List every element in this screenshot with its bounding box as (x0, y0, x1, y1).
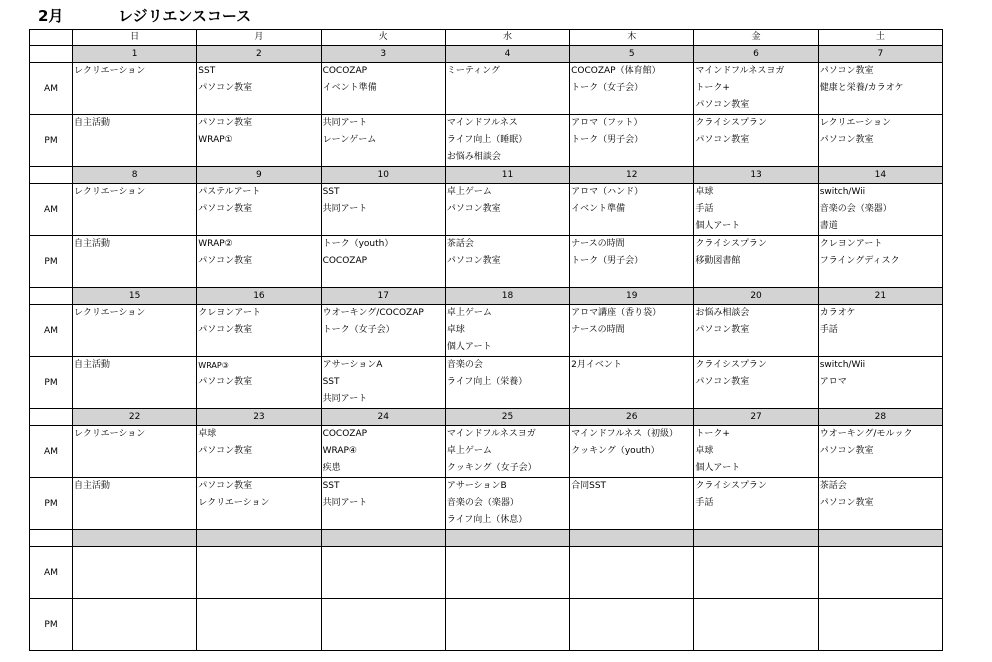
event-entry: 疾患 (322, 463, 341, 473)
event-entry: 自主活動 (74, 360, 111, 370)
event-entry: 健康と栄養/カラオケ (819, 83, 904, 93)
event-entry: パソコン教室 (198, 204, 253, 214)
pm-row (30, 115, 943, 167)
date-cell: 14 (818, 167, 942, 184)
schedule-cell (818, 63, 942, 115)
date-cell: 21 (818, 288, 942, 305)
event-entry: レクリエーション (74, 187, 146, 197)
event-entry: 手話 (819, 325, 838, 335)
schedule-cell (818, 184, 942, 236)
date-row-spacer (30, 409, 73, 426)
event-entry: 共同アート (322, 118, 368, 128)
pm-row (30, 478, 943, 530)
event-entry: 共同アート (322, 498, 368, 508)
event-entry: COCOZAP (322, 66, 368, 76)
schedule-cell (73, 357, 197, 409)
date-cell: 4 (445, 46, 569, 63)
am-label: AM (30, 547, 73, 599)
schedule-cell (321, 357, 445, 409)
date-cell (73, 530, 197, 547)
event-entry: 茶話会 (446, 239, 474, 249)
schedule-cell (197, 478, 321, 530)
date-cell: 1 (73, 46, 197, 63)
event-entry: イベント準備 (322, 83, 377, 93)
date-row-spacer (30, 167, 73, 184)
schedule-table (29, 29, 943, 651)
event-entry: パソコン教室 (446, 256, 501, 266)
am-row (30, 63, 943, 115)
schedule-cell (445, 115, 569, 167)
event-entry: パソコン教室 (819, 66, 874, 76)
event-entry: マインドフルネスヨガ (695, 66, 785, 76)
event-entry: アサーションA (322, 360, 383, 370)
date-cell: 13 (694, 167, 818, 184)
schedule-cell (197, 184, 321, 236)
event-entry: クライシスプラン (695, 481, 767, 491)
event-entry: SST (322, 481, 340, 491)
event-entry: 卓上ゲーム (446, 308, 492, 318)
event-entry: アロマ講座（香り袋） (571, 308, 662, 318)
schedule-cell (818, 357, 942, 409)
date-cell (197, 530, 321, 547)
event-entry: イベント準備 (571, 204, 626, 214)
event-entry: WRAP③ (198, 361, 229, 370)
event-entry: クレヨンアート (198, 308, 262, 318)
event-entry: カラオケ (819, 308, 856, 318)
event-entry: 共同アート (322, 204, 368, 214)
schedule-cell (445, 426, 569, 478)
schedule-cell (694, 357, 818, 409)
event-entry: 個人アート (695, 221, 741, 231)
schedule-cell (73, 184, 197, 236)
weekday-header: 木 (570, 30, 694, 46)
schedule-cell (197, 357, 321, 409)
weekday-header: 月 (197, 30, 321, 46)
am-label: AM (30, 305, 73, 357)
schedule-cell (570, 115, 694, 167)
event-entry: トーク（女子会） (322, 325, 395, 335)
schedule-cell (321, 547, 445, 599)
date-cell: 24 (321, 409, 445, 426)
schedule-cell (570, 357, 694, 409)
event-entry: 2月イベント (571, 360, 622, 370)
schedule-cell (321, 184, 445, 236)
event-entry: 自主活動 (74, 481, 111, 491)
schedule-cell (818, 478, 942, 530)
schedule-cell (570, 599, 694, 651)
pm-label: PM (30, 115, 73, 167)
am-label: AM (30, 184, 73, 236)
am-label: AM (30, 63, 73, 115)
event-entry: SST (198, 66, 216, 76)
schedule-cell (818, 115, 942, 167)
event-entry: クッキング（女子会） (446, 463, 537, 473)
am-row (30, 426, 943, 478)
schedule-cell (197, 236, 321, 288)
schedule-cell (818, 599, 942, 651)
event-entry: クライシスプラン (695, 239, 767, 249)
date-cell: 26 (570, 409, 694, 426)
event-entry: パソコン教室 (198, 83, 253, 93)
event-entry: クライシスプラン (695, 360, 767, 370)
schedule-cell (73, 426, 197, 478)
schedule-cell (73, 478, 197, 530)
date-cell (570, 530, 694, 547)
event-entry: レクリエーション (198, 498, 270, 508)
event-entry: 個人アート (446, 342, 492, 352)
event-entry: パソコン教室 (695, 100, 750, 110)
weekday-header: 土 (818, 30, 942, 46)
event-entry: 共同アート (322, 394, 368, 404)
event-entry: パソコン教室 (819, 446, 874, 456)
schedule-cell (818, 305, 942, 357)
event-entry: レーンゲーム (322, 135, 377, 145)
am-row (30, 547, 943, 599)
schedule-cell (445, 357, 569, 409)
date-cell: 27 (694, 409, 818, 426)
schedule-cell (694, 184, 818, 236)
date-cell: 19 (570, 288, 694, 305)
date-row (30, 167, 943, 184)
event-entry: COCOZAP (322, 256, 368, 266)
date-cell (694, 530, 818, 547)
weekday-header: 日 (73, 30, 197, 46)
event-entry: ミーティング (446, 66, 500, 76)
date-cell: 12 (570, 167, 694, 184)
date-cell: 2 (197, 46, 321, 63)
am-row (30, 305, 943, 357)
weekday-header: 水 (445, 30, 569, 46)
schedule-cell (445, 305, 569, 357)
date-cell: 16 (197, 288, 321, 305)
schedule-cell (694, 63, 818, 115)
event-entry: ナースの時間 (571, 239, 625, 249)
event-entry: トーク+ (695, 429, 730, 439)
month-label: 2月 (38, 7, 64, 25)
schedule-cell (73, 115, 197, 167)
date-cell: 18 (445, 288, 569, 305)
pm-label: PM (30, 478, 73, 530)
event-entry: フライングディスク (819, 256, 900, 266)
schedule-cell (694, 305, 818, 357)
event-entry: ナースの時間 (571, 325, 625, 335)
date-cell: 3 (321, 46, 445, 63)
schedule-cell (818, 426, 942, 478)
event-entry: パステルアート (198, 187, 261, 197)
event-entry: 音楽の会（楽器） (819, 204, 892, 214)
weekday-header: 金 (694, 30, 818, 46)
date-row (30, 46, 943, 63)
date-cell (818, 530, 942, 547)
schedule-cell (818, 236, 942, 288)
date-cell: 9 (197, 167, 321, 184)
schedule-cell (445, 478, 569, 530)
schedule-cell (321, 599, 445, 651)
weekday-header: 火 (321, 30, 445, 46)
event-entry: 自主活動 (74, 239, 111, 249)
weekday-header-row (30, 30, 943, 46)
event-entry: switch/Wii (819, 360, 866, 370)
event-entry: パソコン教室 (695, 135, 750, 145)
event-entry: クライシスプラン (695, 118, 767, 128)
event-entry: 卓上ゲーム (446, 187, 492, 197)
event-entry: 手話 (695, 204, 714, 214)
date-cell: 25 (445, 409, 569, 426)
schedule-cell (694, 478, 818, 530)
schedule-cell (445, 184, 569, 236)
schedule-cell (570, 63, 694, 115)
date-cell (321, 530, 445, 547)
date-cell: 7 (818, 46, 942, 63)
event-entry: SST (322, 187, 340, 197)
event-entry: 移動図書館 (695, 256, 741, 266)
event-entry: レクリエーション (819, 118, 891, 128)
event-entry: クッキング（youth） (571, 446, 660, 456)
date-cell: 22 (73, 409, 197, 426)
date-cell: 28 (818, 409, 942, 426)
event-entry: トーク（youth） (322, 239, 394, 249)
date-cell: 17 (321, 288, 445, 305)
schedule-cell (694, 236, 818, 288)
event-entry: 合同SST (571, 481, 607, 491)
event-entry: パソコン教室 (198, 325, 253, 335)
event-entry: マインドフルネスヨガ (446, 429, 536, 439)
event-entry: SST (322, 377, 340, 387)
schedule-cell (321, 426, 445, 478)
event-entry: アロマ（フット） (571, 118, 643, 128)
event-entry: 手話 (695, 498, 714, 508)
date-cell: 10 (321, 167, 445, 184)
event-entry: ウオーキング/COCOZAP (322, 308, 424, 318)
event-entry: 卓球 (446, 325, 465, 335)
event-entry: パソコン教室 (819, 135, 874, 145)
event-entry: レクリエーション (74, 66, 146, 76)
pm-label: PM (30, 599, 73, 651)
schedule-cell (73, 63, 197, 115)
schedule-cell (73, 305, 197, 357)
event-entry: 卓球 (695, 187, 714, 197)
event-entry: パソコン教室 (819, 498, 874, 508)
event-entry: 茶話会 (819, 481, 847, 491)
date-row-spacer (30, 530, 73, 547)
schedule-cell (197, 599, 321, 651)
schedule-cell (570, 184, 694, 236)
date-cell: 6 (694, 46, 818, 63)
event-entry: アロマ (819, 377, 847, 387)
event-entry: トーク（女子会） (571, 83, 644, 93)
am-row (30, 184, 943, 236)
event-entry: ライフ向上（休息） (446, 515, 528, 525)
event-entry: トーク+ (695, 83, 730, 93)
schedule-cell (73, 547, 197, 599)
schedule-cell (321, 305, 445, 357)
event-entry: switch/Wii (819, 187, 866, 197)
event-entry: アサーションB (446, 481, 507, 491)
event-entry: トーク（男子会） (571, 256, 644, 266)
schedule-cell (73, 236, 197, 288)
event-entry: 卓球 (198, 429, 217, 439)
pm-label: PM (30, 236, 73, 288)
am-label: AM (30, 426, 73, 478)
schedule-cell (73, 599, 197, 651)
event-entry: 個人アート (695, 463, 741, 473)
event-entry: 自主活動 (74, 118, 111, 128)
schedule-cell (694, 599, 818, 651)
event-entry: ライフ向上（睡眠） (446, 135, 528, 145)
schedule-cell (694, 426, 818, 478)
schedule-cell (321, 115, 445, 167)
event-entry: パソコン教室 (198, 481, 253, 491)
schedule-cell (694, 115, 818, 167)
event-entry: マインドフルネス（初級） (571, 429, 679, 439)
date-cell: 20 (694, 288, 818, 305)
event-entry: パソコン教室 (198, 377, 253, 387)
schedule-cell (445, 547, 569, 599)
schedule-cell (321, 63, 445, 115)
date-row-spacer (30, 288, 73, 305)
event-entry: COCOZAP（体育館） (571, 66, 661, 76)
event-entry: WRAP④ (322, 446, 358, 456)
event-entry: パソコン教室 (198, 446, 253, 456)
date-cell: 11 (445, 167, 569, 184)
event-entry: ライフ向上（栄養） (446, 377, 528, 387)
event-entry: 卓球 (695, 446, 714, 456)
schedule-cell (197, 426, 321, 478)
date-row (30, 530, 943, 547)
event-entry: レクリエーション (74, 308, 146, 318)
course-title: レジリエンスコース (118, 7, 252, 25)
event-entry: クレヨンアート (819, 239, 883, 249)
date-row-spacer (30, 46, 73, 63)
pm-row (30, 357, 943, 409)
date-cell (445, 530, 569, 547)
schedule-cell (197, 305, 321, 357)
event-entry: アロマ（ハンド） (571, 187, 644, 197)
schedule-cell (570, 478, 694, 530)
event-entry: トーク（男子会） (571, 135, 644, 145)
event-entry: パソコン教室 (695, 325, 750, 335)
event-entry: パソコン教室 (446, 204, 501, 214)
date-cell: 23 (197, 409, 321, 426)
event-entry: パソコン教室 (695, 377, 750, 387)
schedule-cell (570, 547, 694, 599)
date-cell: 5 (570, 46, 694, 63)
date-row (30, 288, 943, 305)
event-entry: レクリエーション (74, 429, 146, 439)
event-entry: WRAP① (198, 135, 233, 145)
date-cell: 15 (73, 288, 197, 305)
pm-label: PM (30, 357, 73, 409)
pm-row (30, 599, 943, 651)
schedule-cell (818, 547, 942, 599)
schedule-cell (197, 547, 321, 599)
schedule-cell (570, 305, 694, 357)
schedule-cell (694, 547, 818, 599)
schedule-cell (197, 115, 321, 167)
schedule-cell (197, 63, 321, 115)
event-entry: COCOZAP (322, 429, 368, 439)
schedule-cell (321, 478, 445, 530)
event-entry: お悩み相談会 (446, 152, 501, 162)
schedule-cell (321, 236, 445, 288)
event-entry: マインドフルネス (446, 118, 518, 128)
corner-cell (30, 30, 73, 46)
schedule-cell (570, 426, 694, 478)
event-entry: ウオーキング/モルック (819, 429, 913, 439)
event-entry: 音楽の会 (446, 360, 483, 370)
event-entry: お悩み相談会 (695, 308, 750, 318)
pm-row (30, 236, 943, 288)
schedule-cell (570, 236, 694, 288)
date-row (30, 409, 943, 426)
event-entry: パソコン教室 (198, 256, 253, 266)
event-entry: 書道 (819, 221, 838, 231)
schedule-cell (445, 63, 569, 115)
date-cell: 8 (73, 167, 197, 184)
schedule-cell (445, 236, 569, 288)
event-entry: 卓上ゲーム (446, 446, 492, 456)
event-entry: WRAP② (198, 239, 233, 249)
event-entry: パソコン教室 (198, 118, 253, 128)
event-entry: 音楽の会（楽器） (446, 498, 519, 508)
schedule-cell (445, 599, 569, 651)
